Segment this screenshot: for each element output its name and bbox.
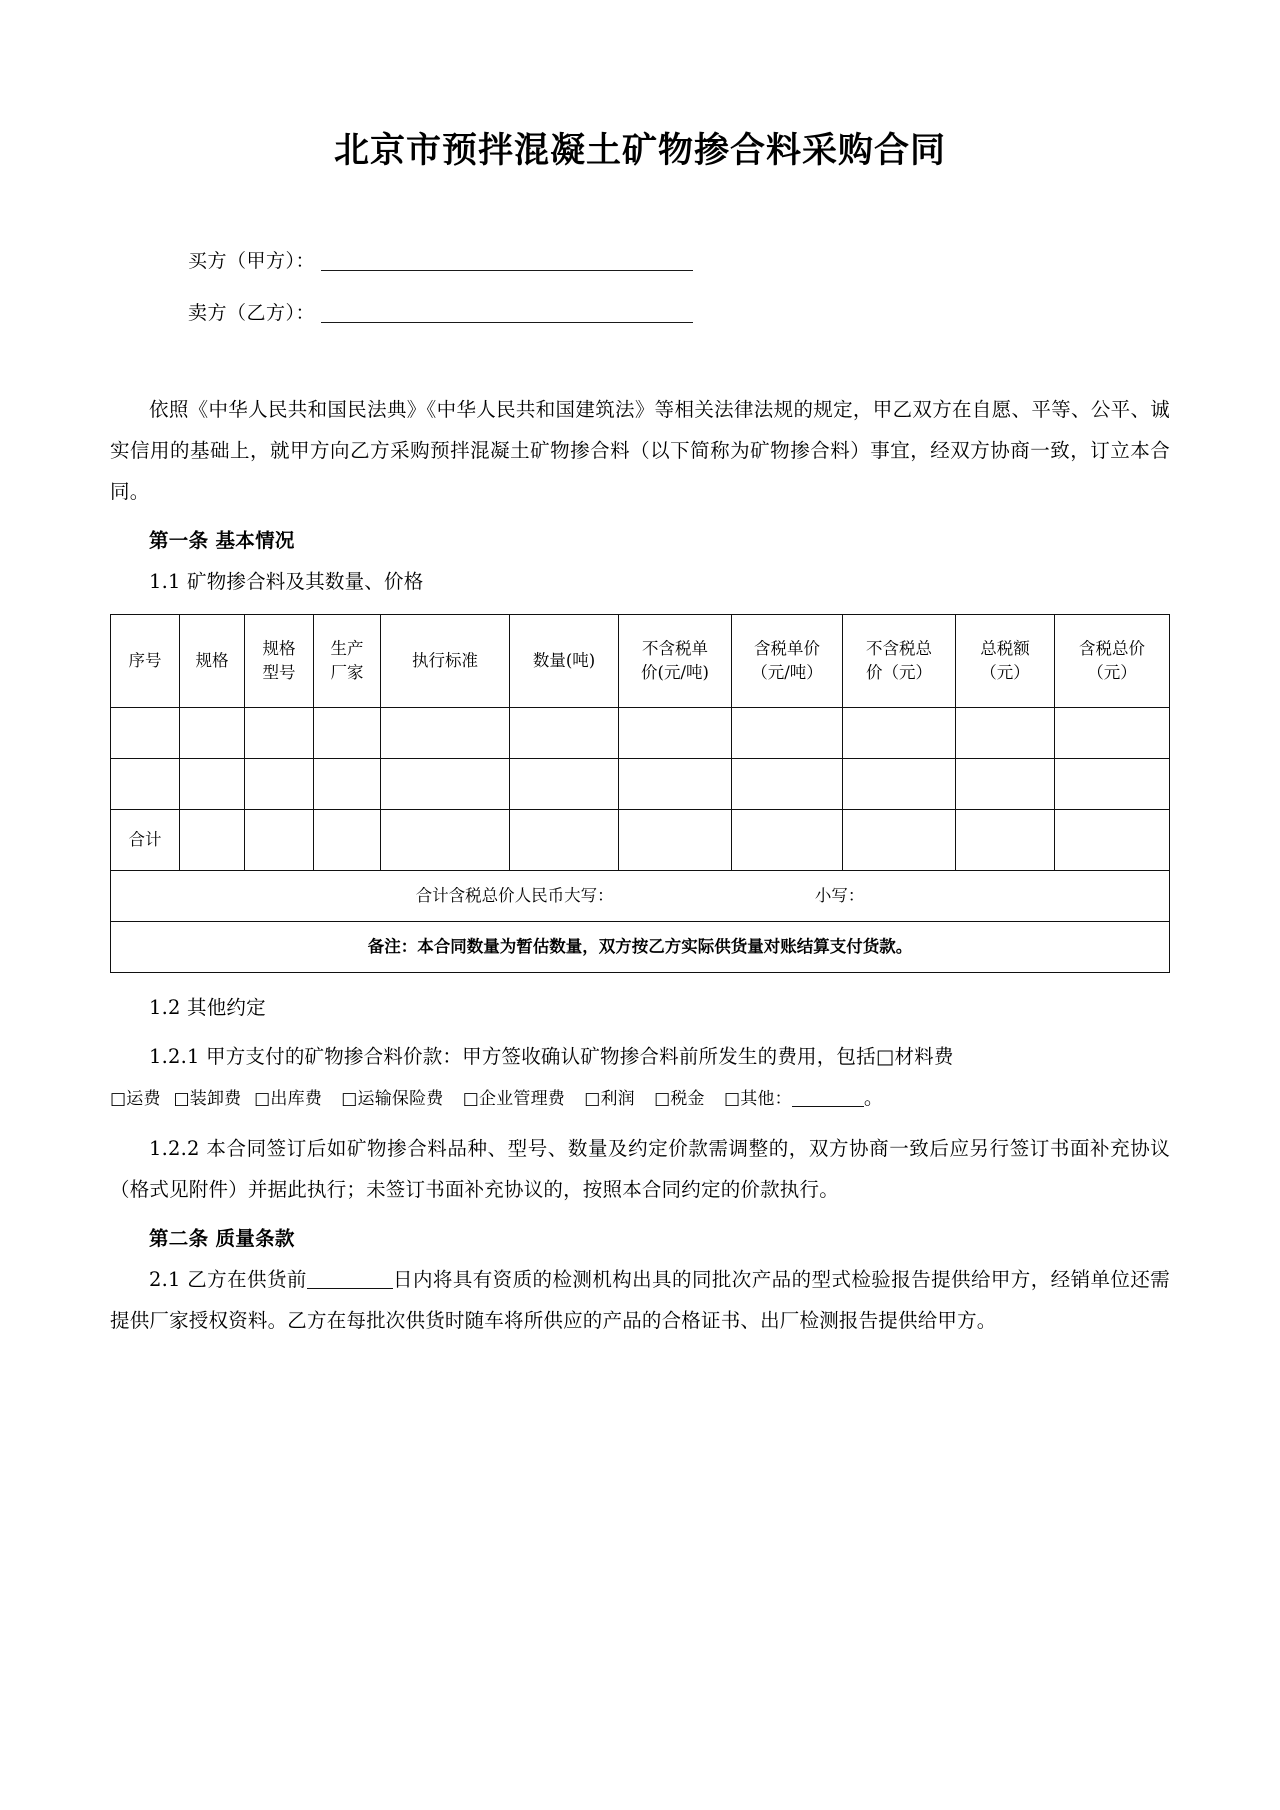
article1-heading: 第一条 基本情况 — [149, 528, 295, 552]
cell-quantity[interactable] — [510, 758, 619, 809]
total-cell-manufacturer[interactable] — [314, 809, 381, 870]
seller-input[interactable] — [321, 307, 693, 323]
col-header-standard — [381, 614, 510, 707]
cell-standard[interactable] — [381, 758, 510, 809]
amount-in-words-label: 合计含税总价人民币大写： — [415, 885, 614, 905]
buyer-row — [188, 249, 1170, 272]
total-cell-name[interactable] — [180, 809, 245, 870]
goods-table — [110, 614, 1170, 973]
header-text: 执行标准 — [412, 650, 478, 670]
amount-in-words-row — [111, 870, 1170, 921]
remark-row — [111, 921, 1170, 972]
cell-name[interactable] — [180, 758, 245, 809]
article1-sub-1-2-1 — [110, 1036, 1170, 1077]
buyer-input[interactable] — [321, 255, 693, 271]
header-text: 序号 — [128, 650, 162, 670]
cell-standard[interactable] — [381, 707, 510, 758]
cell-total-extax[interactable] — [843, 707, 956, 758]
article1-sub-1-2-1-options — [110, 1077, 1170, 1120]
seller-label: 卖方（乙方）： — [188, 301, 316, 324]
total-cell-tax-total[interactable] — [956, 809, 1055, 870]
parties-block — [110, 249, 1170, 324]
article1-sub-1-2-2: 1.2.2 本合同签订后如矿物掺合料品种、型号、数量及约定价款需调整的，双方协商一致后应另行签订书面补充协议（格式见附件）并据此执行；未签订书面补充协议的，按照本合同约定的价款执行。 — [110, 1136, 1170, 1201]
table-row — [111, 707, 1170, 758]
col-header-index — [111, 614, 180, 707]
amount-in-words-cell[interactable] — [111, 870, 1170, 921]
col-header-quantity — [510, 614, 619, 707]
article2-sub-2-1 — [110, 1259, 1170, 1341]
sub21-pre-text: 2.1 乙方在供货前 — [149, 1267, 307, 1291]
page-title: 北京市预拌混凝土矿物掺合料采购合同 — [333, 130, 946, 171]
total-cell-unitprice-extax[interactable] — [619, 809, 732, 870]
sub121-line2-tail: 。 — [863, 1085, 884, 1109]
total-label: 合计 — [111, 809, 180, 870]
checkbox-option-outbound[interactable]: □出库费 — [254, 1088, 323, 1109]
buyer-label: 买方（甲方）： — [188, 249, 316, 272]
sub21-post-text: 日内将具有资质的检测机构出具的同批次产品的型式检验报告提供给甲方，经销单位还需提供厂家授权资料。乙方在每批次供货时随车将所供应的产品的合格证书、出厂检测报告提供给甲方。 — [110, 1267, 1170, 1332]
header-text: 不含税总 价（元） — [866, 638, 932, 682]
remark-text: 本合同数量为暂估数量，双方按乙方实际供货量对账结算支付货款。 — [417, 936, 913, 956]
header-text: 总税额 （元） — [980, 638, 1030, 682]
goods-table-header — [111, 614, 1170, 707]
sub121-line1-text: 1.2.1 甲方支付的矿物掺合料价款：甲方签收确认矿物掺合料前所发生的费用，包括□材料费 — [149, 1044, 954, 1068]
table-header-row — [111, 614, 1170, 707]
header-text: 不含税单 价(元/吨) — [641, 638, 709, 682]
goods-table-body — [111, 707, 1170, 972]
header-text: 含税单价 （元/吨） — [751, 638, 823, 682]
table-total-row — [111, 809, 1170, 870]
article2-heading: 第二条 质量条款 — [149, 1226, 295, 1250]
header-text: 数量(吨) — [532, 650, 596, 670]
cell-unitprice-intax[interactable] — [732, 707, 843, 758]
checkbox-option-tax[interactable]: □税金 — [654, 1088, 705, 1109]
cell-tax-total[interactable] — [956, 758, 1055, 809]
col-header-total-extax — [843, 614, 956, 707]
col-header-unitprice-intax — [732, 614, 843, 707]
col-header-spec-model — [245, 614, 314, 707]
cell-unitprice-intax[interactable] — [732, 758, 843, 809]
table-row — [111, 758, 1170, 809]
total-cell-standard[interactable] — [381, 809, 510, 870]
cell-index[interactable] — [111, 758, 180, 809]
cell-unitprice-extax[interactable] — [619, 707, 732, 758]
cell-tax-total[interactable] — [956, 707, 1055, 758]
header-text: 含税总价 （元） — [1079, 638, 1145, 682]
total-cell-total-intax[interactable] — [1055, 809, 1170, 870]
col-header-name — [180, 614, 245, 707]
header-text: 规格 型号 — [262, 638, 296, 682]
cell-total-intax[interactable] — [1055, 758, 1170, 809]
seller-row — [188, 301, 1170, 324]
col-header-total-intax — [1055, 614, 1170, 707]
article1-sub-1-2: 1.2 其他约定 — [149, 995, 266, 1019]
total-cell-total-extax[interactable] — [843, 809, 956, 870]
cell-total-extax[interactable] — [843, 758, 956, 809]
col-header-tax-total — [956, 614, 1055, 707]
cell-quantity[interactable] — [510, 707, 619, 758]
cell-total-intax[interactable] — [1055, 707, 1170, 758]
cell-manufacturer[interactable] — [314, 707, 381, 758]
other-cost-input[interactable] — [792, 1106, 864, 1107]
remark-label: 备注： — [367, 936, 418, 956]
header-text: 生产 厂家 — [330, 638, 364, 682]
remark-cell — [111, 921, 1170, 972]
total-cell-spec-model[interactable] — [245, 809, 314, 870]
total-cell-quantity[interactable] — [510, 809, 619, 870]
cell-spec-model[interactable] — [245, 758, 314, 809]
checkbox-option-other[interactable]: □其他： — [723, 1088, 792, 1109]
checkbox-option-loading[interactable]: □装卸费 — [173, 1088, 242, 1109]
col-header-unitprice-extax — [619, 614, 732, 707]
checkbox-option-profit[interactable]: □利润 — [584, 1088, 635, 1109]
cell-manufacturer[interactable] — [314, 758, 381, 809]
checkbox-option-freight[interactable]: □运费 — [110, 1088, 161, 1109]
total-cell-unitprice-intax[interactable] — [732, 809, 843, 870]
cell-unitprice-extax[interactable] — [619, 758, 732, 809]
header-text: 规格 — [195, 650, 229, 670]
preamble-paragraph: 依照《中华人民共和国民法典》《中华人民共和国建筑法》等相关法律法规的规定，甲乙双方在自愿、平等、公平、诚实信用的基础上，就甲方向乙方采购预拌混凝土矿物掺合料（以下简称为矿物掺合料）事宜，经双方协商一致，订立本合同。 — [110, 397, 1170, 503]
amount-in-figures-label: 小写： — [814, 885, 865, 905]
delivery-days-input[interactable] — [307, 1288, 393, 1289]
col-header-manufacturer — [314, 614, 381, 707]
cell-index[interactable] — [111, 707, 180, 758]
checkbox-option-management[interactable]: □企业管理费 — [462, 1088, 565, 1109]
cell-name[interactable] — [180, 707, 245, 758]
article1-sub-1-1: 1.1 矿物掺合料及其数量、价格 — [149, 569, 424, 593]
checkbox-option-insurance[interactable]: □运输保险费 — [341, 1088, 444, 1109]
cell-spec-model[interactable] — [245, 707, 314, 758]
